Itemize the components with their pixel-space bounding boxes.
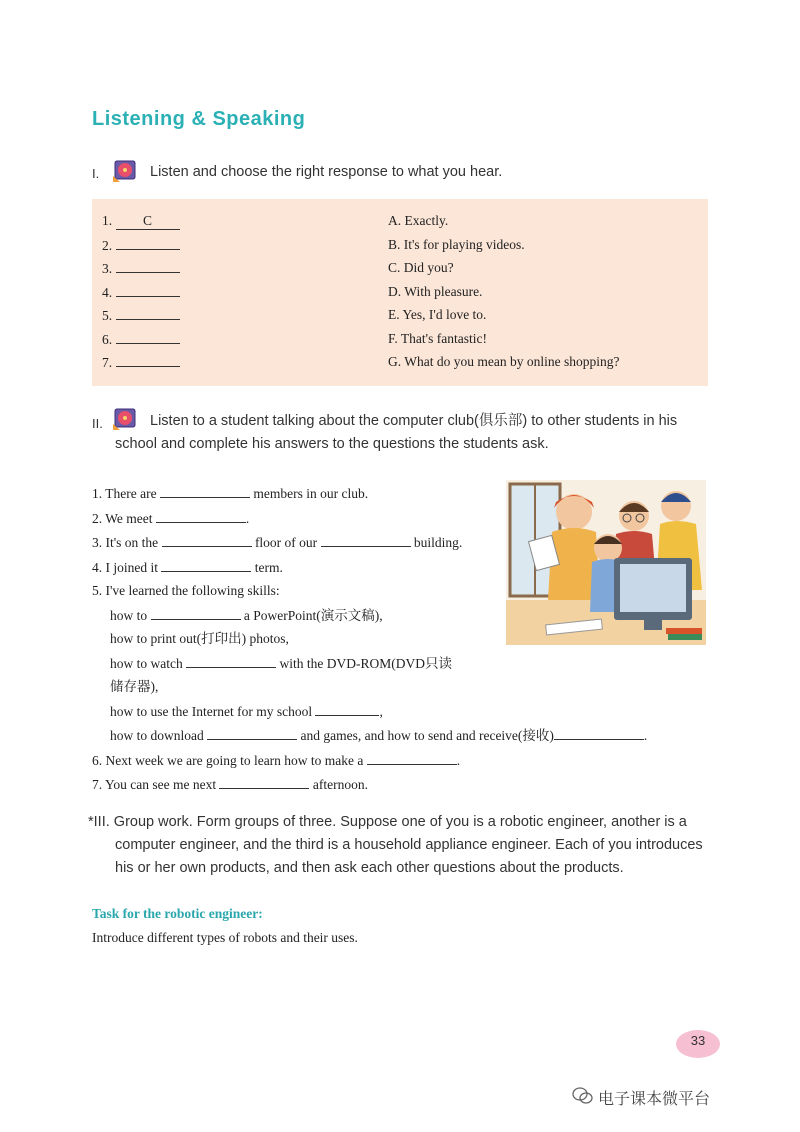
q5-blank-4[interactable] (207, 723, 297, 740)
section1-number: I. (92, 166, 100, 181)
q7-text: 7. You can see me next (92, 777, 217, 792)
option-e: E. Yes, I'd love to. (388, 307, 487, 322)
skill-text: how to download (110, 728, 204, 743)
option-b: B. It's for playing videos. (388, 236, 525, 252)
item-number: 6. (102, 331, 113, 347)
item-number: 5. (102, 308, 113, 323)
skill-text: how to use the Internet for my school (110, 703, 313, 719)
option-c: C. Did you? (388, 260, 454, 275)
answer-row-1 (102, 209, 302, 233)
question-6 (92, 748, 712, 773)
skill-powerpoint (92, 603, 712, 628)
q1-text-end: members in our club. (253, 486, 369, 501)
q3-blank-1[interactable] (162, 530, 252, 547)
item-number: 4. (102, 284, 113, 300)
wechat-icon (572, 1086, 594, 1106)
skill-print: how to print out(打印出) photos, (110, 631, 289, 646)
answer-blank-7[interactable] (116, 350, 180, 367)
option-a: A. Exactly. (388, 213, 449, 228)
item-number: 2. (102, 237, 113, 253)
question-2 (92, 506, 712, 531)
q7-text-end: afternoon. (312, 777, 368, 792)
question-3 (92, 530, 712, 555)
item-number: 7. (102, 355, 113, 370)
q6-text-end: . (456, 752, 461, 768)
skill-text-end: with the DVD-ROM(DVD只读 (279, 655, 452, 671)
section2-instruction-line2: school and complete his answers to the questions the students ask. (115, 436, 549, 452)
item-number: 3. (102, 261, 113, 276)
skill-download (92, 723, 712, 748)
section3-line3: his or her own products, and then ask each other questions about the products. (115, 860, 624, 876)
answer-blank-3[interactable] (116, 256, 180, 273)
q2-blank[interactable] (156, 506, 246, 523)
answer-list (102, 209, 302, 374)
answer-row-7 (102, 350, 302, 374)
q4-text: 4. I joined it (92, 559, 158, 575)
page-number: 33 (676, 1030, 720, 1058)
q5-blank-3[interactable] (315, 699, 379, 716)
answer-row-2 (102, 233, 302, 257)
skill-text-end: . (643, 728, 648, 743)
q5-blank-1[interactable] (151, 603, 241, 620)
q2-text-end: . (245, 510, 250, 526)
section2-number: II. (92, 416, 103, 431)
q1-blank[interactable] (160, 481, 250, 498)
option-list (388, 209, 698, 374)
q5-blank-5[interactable] (554, 723, 644, 740)
q3-text-end: building. (413, 535, 463, 550)
section3-text: Group work. Form groups of three. Suppose one of you is a robotic engineer, another is a (113, 814, 687, 830)
q6-text: 6. Next week we are going to learn how to make a (92, 752, 364, 768)
section2-questions (92, 481, 712, 797)
skill-watch-cont: 储存器), (110, 679, 159, 694)
q6-blank[interactable] (367, 748, 457, 765)
section3-line1 (88, 811, 687, 834)
item-number: 1. (102, 213, 113, 228)
skill-text-end: , (379, 703, 383, 719)
q3-blank-2[interactable] (321, 530, 411, 547)
skill-text: how to (110, 607, 148, 623)
page-title: Listening & Speaking (92, 108, 306, 130)
answer-row-4 (102, 280, 302, 304)
watermark-text: 电子课本微平台 (598, 1089, 711, 1108)
section1-instruction: Listen and choose the right response to what you hear. (150, 164, 503, 180)
q4-text-end: term. (254, 559, 283, 575)
task-heading: Task for the robotic engineer: (92, 906, 263, 921)
q3-text: 3. It's on the (92, 535, 159, 550)
answer-blank-2[interactable] (116, 233, 180, 250)
q5-blank-2[interactable] (186, 651, 276, 668)
answer-row-5 (102, 303, 302, 327)
section3-line2: computer engineer, and the third is a household appliance engineer. Each of you introduces (115, 837, 703, 853)
q7-blank[interactable] (219, 772, 309, 789)
cd-audio-icon (112, 158, 138, 182)
answer-blank-5[interactable] (116, 303, 180, 320)
cd-audio-icon (112, 406, 138, 430)
answer-blank-4[interactable] (116, 280, 180, 297)
skill-watch (92, 651, 712, 676)
question-1 (92, 481, 712, 506)
section2-instruction-line1: Listen to a student talking about the computer club(俱乐部) to other students in his (150, 413, 678, 429)
q3-text-mid: floor of our (254, 535, 318, 550)
q4-blank[interactable] (161, 555, 251, 572)
question-4 (92, 555, 712, 580)
skill-text: how to watch (110, 655, 183, 671)
section3-number: *III. (88, 814, 110, 830)
option-g: G. What do you mean by online shopping? (388, 354, 620, 369)
answer-row-6 (102, 327, 302, 351)
skill-text-mid: and games, and how to send and receive(接收) (300, 728, 554, 743)
answer-blank-6[interactable] (116, 327, 180, 344)
task-text: Introduce different types of robots and their uses. (92, 930, 358, 945)
answer-blank-1[interactable]: C (116, 213, 180, 230)
skill-internet (92, 699, 712, 724)
question-5: 5. I've learned the following skills: (92, 583, 280, 598)
q1-text: 1. There are (92, 486, 157, 501)
skill-text-end: a PowerPoint(演示文稿), (243, 607, 383, 623)
answer-row-3 (102, 256, 302, 280)
q2-text: 2. We meet (92, 510, 153, 526)
option-f: F. That's fantastic! (388, 330, 487, 346)
option-d: D. With pleasure. (388, 283, 483, 299)
question-7 (92, 772, 712, 797)
